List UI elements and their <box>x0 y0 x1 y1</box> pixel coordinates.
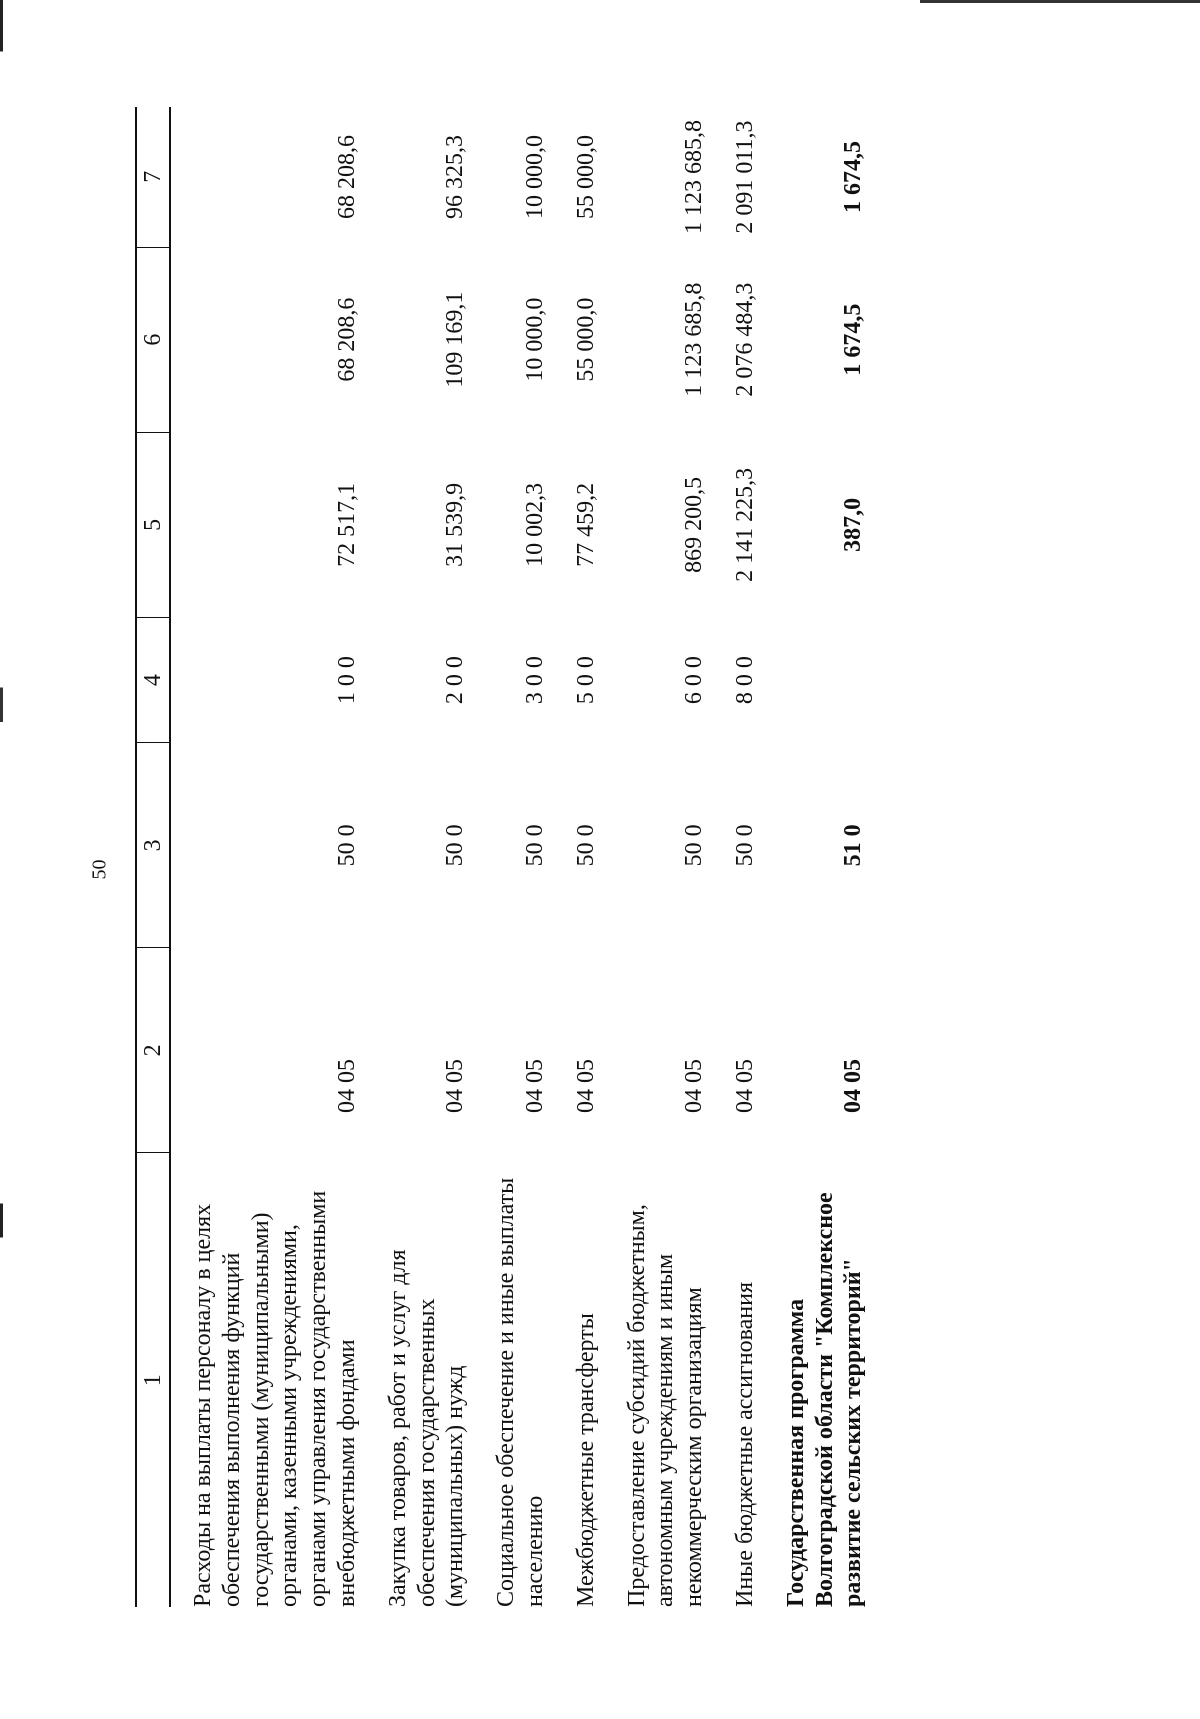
row-program-code: 50 0 <box>731 824 758 867</box>
row-expense-type: 8 0 0 <box>731 656 758 705</box>
row-value-5: 77 459,2 <box>572 482 599 567</box>
row-value-6: 2 076 484,3 <box>731 282 758 397</box>
table-row <box>366 107 474 1607</box>
header-col-4: 4 <box>136 618 170 743</box>
row-value-5: 2 141 225,3 <box>731 467 758 582</box>
row-section-code: 04 05 <box>333 1058 360 1113</box>
header-col-2: 2 <box>136 948 170 1153</box>
header-col-3: 3 <box>136 743 170 948</box>
header-col-5: 5 <box>136 432 170 617</box>
row-name: Расходы на выплаты персоналу в целях обеспечения выполнения функций государственными (муниципальными) органами, казенными учреждениями, органами управления государственными внебюджетными фондами <box>190 1190 360 1607</box>
table-row <box>474 107 554 1607</box>
row-section-code: 04 05 <box>521 1058 548 1113</box>
row-value-6: 68 208,6 <box>333 297 360 382</box>
row-name: Социальное обеспечение и иные выплаты населению <box>493 1177 548 1607</box>
row-value-5: 72 517,1 <box>333 482 360 567</box>
row-value-6: 109 169,1 <box>442 291 469 388</box>
row-expense-type: 3 0 0 <box>521 656 548 705</box>
row-value-7: 10 000,0 <box>521 135 548 220</box>
row-program-code: 50 0 <box>442 824 469 867</box>
row-section-code: 04 05 <box>572 1058 599 1113</box>
row-expense-type: 2 0 0 <box>442 656 469 705</box>
row-name: Закупка товаров, работ и услуг для обеспечения государственных (муниципальных) нужд <box>384 1249 469 1607</box>
row-value-7: 1 123 685,8 <box>681 120 708 235</box>
table-row-program-total <box>764 107 872 1607</box>
row-value-6: 1 123 685,8 <box>681 282 708 397</box>
table-row <box>605 107 713 1607</box>
row-value-7: 1 674,5 <box>840 141 867 214</box>
row-value-6: 55 000,0 <box>572 297 599 382</box>
row-section-code: 04 05 <box>840 1058 867 1113</box>
header-col-7: 7 <box>136 107 170 247</box>
header-col-1: 1 <box>136 1153 170 1607</box>
row-expense-type: 1 0 0 <box>333 656 360 705</box>
row-section-code: 04 05 <box>681 1058 708 1113</box>
row-program-code: 50 0 <box>333 824 360 867</box>
row-section-code: 04 05 <box>731 1058 758 1113</box>
row-program-code: 50 0 <box>572 824 599 867</box>
row-name: Межбюджетные трансферты <box>572 1313 599 1607</box>
row-name: Государственная программа Волгоградской области "Комплексное развитие сельских территорий" <box>782 1192 867 1607</box>
page-number: 50 <box>88 859 111 880</box>
table-header-row <box>136 107 170 1607</box>
row-value-7: 55 000,0 <box>572 135 599 220</box>
table-row <box>170 107 366 1607</box>
row-value-7: 2 091 011,3 <box>731 120 758 234</box>
budget-table <box>135 107 872 1607</box>
row-value-6: 1 674,5 <box>840 303 867 376</box>
row-name: Предоставление субсидий бюджетным, автономным учреждениям и иным некоммерческим организациям <box>623 1204 708 1607</box>
row-value-6: 10 000,0 <box>521 297 548 382</box>
row-expense-type: 5 0 0 <box>572 656 599 705</box>
row-value-5: 387,0 <box>840 497 867 552</box>
row-name: Иные бюджетные ассигнования <box>731 1282 758 1607</box>
row-program-code: 50 0 <box>521 824 548 867</box>
row-expense-type: 6 0 0 <box>681 656 708 705</box>
row-program-code: 50 0 <box>681 824 708 867</box>
row-program-code: 51 0 <box>840 824 867 867</box>
table-row <box>554 107 605 1607</box>
row-value-5: 869 200,5 <box>681 476 708 573</box>
row-value-5: 10 002,3 <box>521 482 548 567</box>
row-value-5: 31 539,9 <box>442 482 469 567</box>
row-expense-type <box>764 618 872 743</box>
row-value-7: 96 325,3 <box>442 135 469 220</box>
row-section-code: 04 05 <box>442 1058 469 1113</box>
header-col-6: 6 <box>136 247 170 432</box>
table-row <box>713 107 764 1607</box>
row-value-7: 68 208,6 <box>333 135 360 220</box>
